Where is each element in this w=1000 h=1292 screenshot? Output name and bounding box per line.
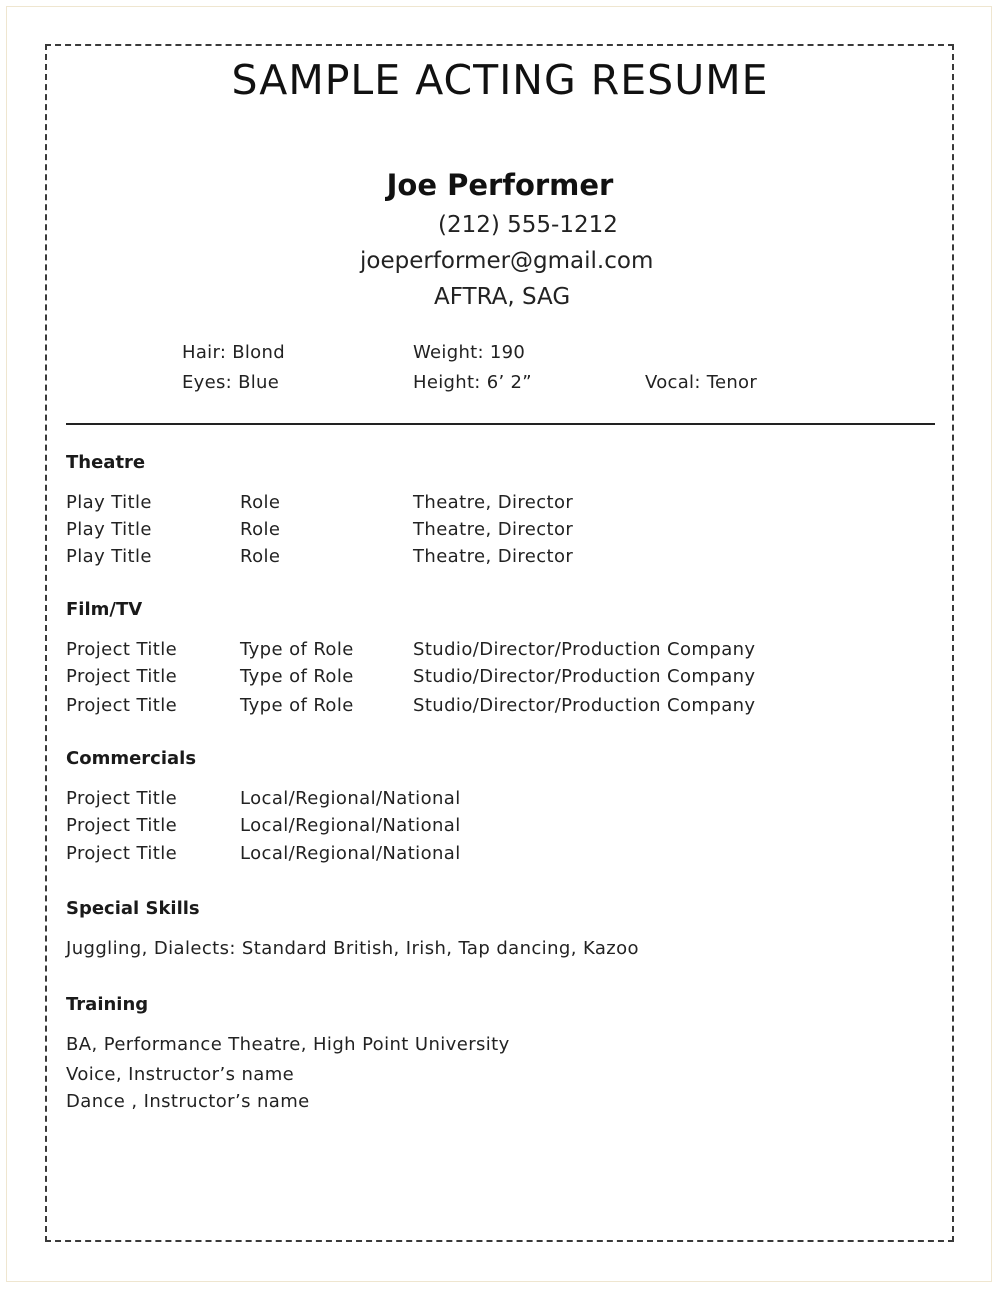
theatre-row-3-title: Play Title xyxy=(66,546,152,567)
film-row-3-company: Studio/Director/Production Company xyxy=(413,695,756,716)
film-row-1-title: Project Title xyxy=(66,639,178,660)
commercial-row-2-title: Project Title xyxy=(66,815,178,836)
performer-unions: AFTRA, SAG xyxy=(434,284,571,310)
training-heading: Training xyxy=(66,994,149,1015)
commercial-row-3-title: Project Title xyxy=(66,843,178,864)
header-divider xyxy=(66,423,935,425)
performer-phone: (212) 555-1212 xyxy=(438,212,618,238)
performer-name: Joe Performer xyxy=(386,168,614,202)
special-skills-heading: Special Skills xyxy=(66,898,200,919)
stat-eyes: Eyes: Blue xyxy=(182,372,280,393)
training-line-1: BA, Performance Theatre, High Point University xyxy=(66,1034,510,1055)
theatre-row-1-title: Play Title xyxy=(66,492,152,513)
theatre-heading: Theatre xyxy=(66,452,146,473)
theatre-row-2-title: Play Title xyxy=(66,519,152,540)
performer-email: joeperformer@gmail.com xyxy=(360,248,654,274)
stat-height: Height: 6’ 2” xyxy=(413,372,532,393)
theatre-row-3-venue: Theatre, Director xyxy=(413,546,574,567)
theatre-row-1-role: Role xyxy=(240,492,281,513)
stat-vocal: Vocal: Tenor xyxy=(645,372,758,393)
commercials-heading: Commercials xyxy=(66,748,197,769)
film-row-2-title: Project Title xyxy=(66,666,178,687)
film-row-2-company: Studio/Director/Production Company xyxy=(413,666,756,687)
film-row-1-role: Type of Role xyxy=(240,639,354,660)
film-tv-heading: Film/TV xyxy=(66,599,143,620)
document-title: SAMPLE ACTING RESUME xyxy=(231,56,769,104)
commercial-row-1-title: Project Title xyxy=(66,788,178,809)
commercial-row-2-scope: Local/Regional/National xyxy=(240,815,461,836)
commercial-row-3-scope: Local/Regional/National xyxy=(240,843,461,864)
film-row-3-role: Type of Role xyxy=(240,695,354,716)
film-row-1-company: Studio/Director/Production Company xyxy=(413,639,756,660)
training-line-3: Dance , Instructor’s name xyxy=(66,1091,310,1112)
stat-weight: Weight: 190 xyxy=(413,342,526,363)
special-skills-text: Juggling, Dialects: Standard British, Irish, Tap dancing, Kazoo xyxy=(66,938,639,959)
stat-hair: Hair: Blond xyxy=(182,342,285,363)
theatre-row-3-role: Role xyxy=(240,546,281,567)
theatre-row-1-venue: Theatre, Director xyxy=(413,492,574,513)
training-line-2: Voice, Instructor’s name xyxy=(66,1064,295,1085)
film-row-2-role: Type of Role xyxy=(240,666,354,687)
theatre-row-2-role: Role xyxy=(240,519,281,540)
commercial-row-1-scope: Local/Regional/National xyxy=(240,788,461,809)
film-row-3-title: Project Title xyxy=(66,695,178,716)
theatre-row-2-venue: Theatre, Director xyxy=(413,519,574,540)
